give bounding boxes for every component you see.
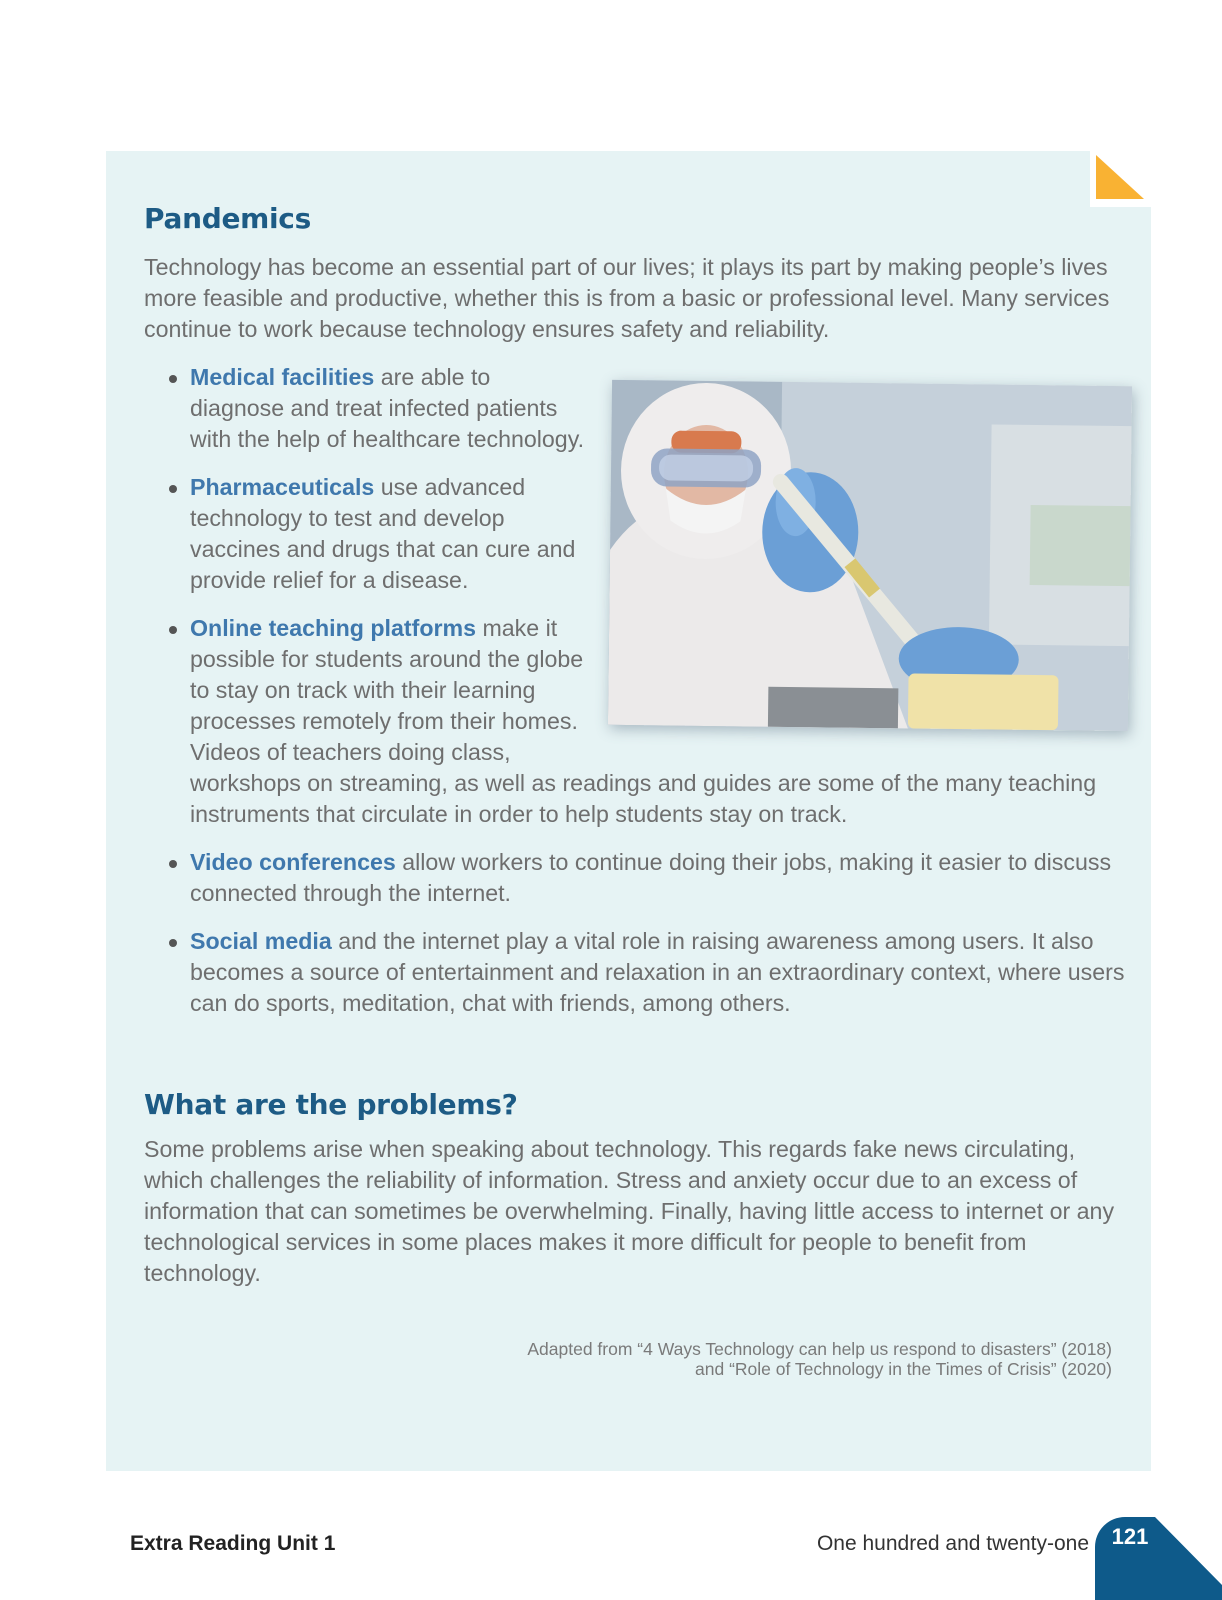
page-number: 121 <box>1111 1524 1149 1549</box>
problems-heading: What are the problems? <box>144 1088 518 1121</box>
unit-label: Extra Reading Unit 1 <box>130 1532 336 1555</box>
citation-line: Adapted from “4 Ways Technology can help us respond to disasters” (2018) <box>527 1339 1112 1359</box>
bullet-text: and the internet play a vital role in raising awareness among users. It also becomes a source of entertainment and relaxation in an extraordinary context, where users can do sports, meditation, chat with friends, among others. <box>190 928 1125 1016</box>
citation-line: and “Role of Technology in the Times of Crisis” (2020) <box>695 1359 1112 1379</box>
bullet-text: make it possible for students around the globe to stay on track with their learning processes remotely from their homes. Videos of teachers doing class, workshops on streaming, as well as readings and guides are some of the many teaching instruments that circulate in order to help students stay on track. <box>190 615 1097 827</box>
list-item <box>144 847 1129 909</box>
bullet-text: use advanced technology to test and develop vaccines and drugs that can cure and provide relief for a disease. <box>190 474 576 593</box>
bullet-icon <box>169 626 177 634</box>
bullet-term: Medical facilities <box>190 364 375 390</box>
bullet-text: allow workers to continue doing their jobs, making it easier to discuss connected through the internet. <box>190 849 1112 906</box>
lab-scientist-photo <box>608 380 1132 731</box>
bullet-term: Online teaching platforms <box>190 615 477 641</box>
bullet-term: Pharmaceuticals <box>190 474 375 500</box>
page-number-tab <box>1095 1505 1222 1600</box>
pandemics-intro: Technology has become an essential part of our lives; it plays its part by making people’s lives more feasible and productive, whether this is from a basic or professional level. Many services continue to work because technology ensures safety and reliability. <box>144 254 1110 342</box>
bullet-icon <box>169 485 177 493</box>
page-fold-icon <box>1090 151 1151 207</box>
bullet-text: are able to diagnose and treat infected patients with the help of healthcare technology. <box>190 364 585 452</box>
citation <box>400 1339 1112 1379</box>
bullet-icon <box>169 939 177 947</box>
problems-text: Some problems arise when speaking about technology. This regards fake news circulating, which challenges the reliability of information. Stress and anxiety occur due to an excess of information that can sometimes be overwhelming. Finally, having little access to internet or any technological services in some places makes it more difficult for people to benefit from technology. <box>144 1136 1115 1286</box>
bullet-term: Social media <box>190 928 332 954</box>
list-item <box>144 926 1129 1019</box>
bullet-term: Video conferences <box>190 849 396 875</box>
page-number-words: One hundred and twenty-one <box>816 1532 1089 1555</box>
bullet-icon <box>169 860 177 868</box>
bullet-icon <box>169 375 177 383</box>
pandemics-heading: Pandemics <box>144 202 311 235</box>
